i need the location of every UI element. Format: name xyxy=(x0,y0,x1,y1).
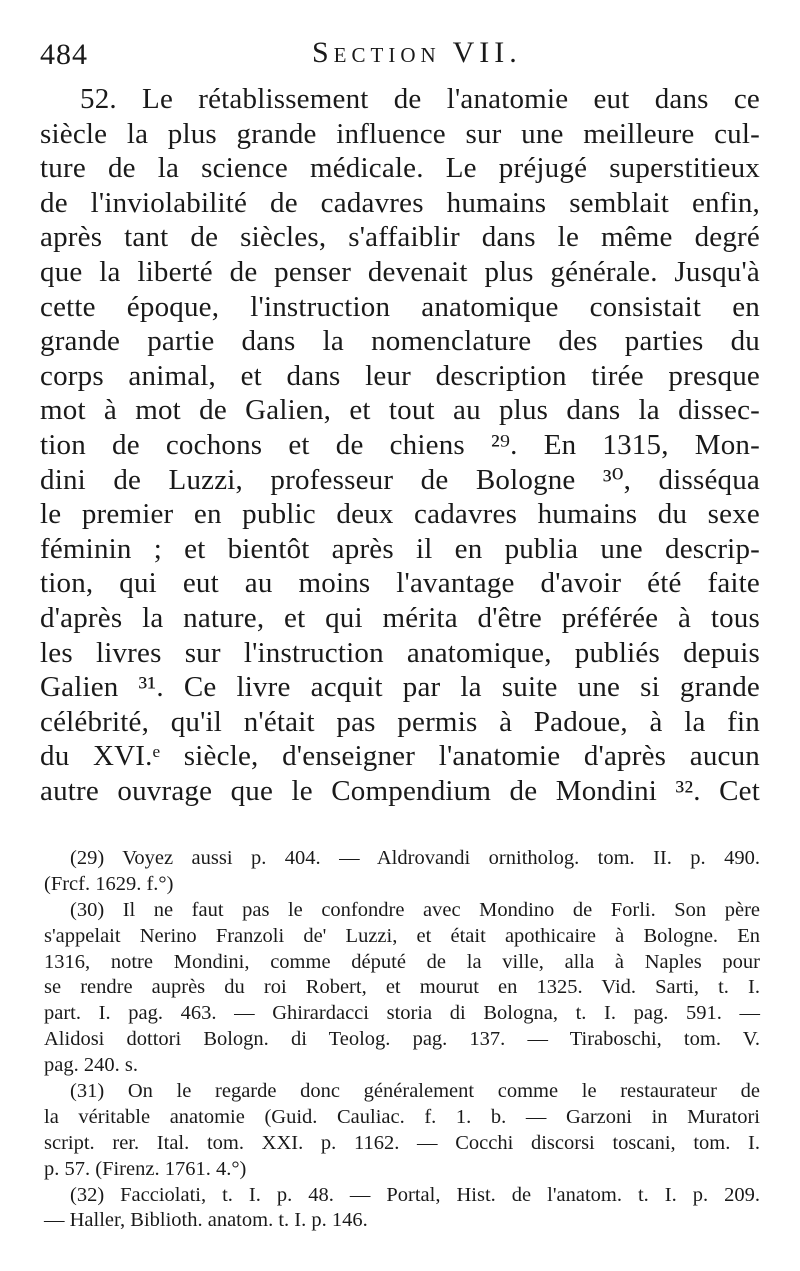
footnote-line: (Frcf. 1629. f.°) xyxy=(44,872,174,895)
text-line: 52. Le rétablissement de l'anatomie eut dans ce xyxy=(80,83,760,115)
text-line: mot à mot de Galien, et tout au plus dans la dissec- xyxy=(40,394,760,427)
text-line: de l'inviolabilité de cadavres humains semblait enfin, xyxy=(40,186,760,219)
text-line: grande partie dans la nomenclature des parties du xyxy=(40,325,760,358)
page-number: 484 xyxy=(40,38,88,71)
text-line: le premier en public deux cadavres humains du sexe xyxy=(40,498,760,531)
footnotes xyxy=(44,846,764,1234)
text-line: les livres sur l'instruction anatomique, publiés depuis xyxy=(40,636,760,669)
footnote-line: part. I. pag. 463. — Ghirardacci storia di Bologna, t. I. pag. 591. — xyxy=(44,1002,760,1025)
footnote-line: la véritable anatomie (Guid. Cauliac. f. 1. b. — Garzoni in Muratori xyxy=(44,1105,760,1128)
footnote-line: (31) On le regarde donc généralement comme le restaurateur de xyxy=(70,1080,760,1103)
footnote-line: Alidosi dottori Bologn. di Teolog. pag. 137. — Tiraboschi, tom. V. xyxy=(44,1028,760,1051)
text-line: corps animal, et dans leur description tirée presque xyxy=(40,359,760,392)
text-line: célébrité, qu'il n'était pas permis à Padoue, à la fin xyxy=(40,705,760,738)
main-text xyxy=(40,82,760,808)
footnote-line: — Haller, Biblioth. anatom. t. I. p. 146. xyxy=(44,1209,368,1232)
text-line: tion, qui eut au moins l'avantage d'avoir été faite xyxy=(40,567,760,600)
running-head: Section VII. xyxy=(312,36,522,69)
footnote-line: script. rer. Ital. tom. XXI. p. 1162. — Cocchi discorsi toscani, tom. I. xyxy=(44,1131,760,1154)
text-line: d'après la nature, et qui mérita d'être préférée à tous xyxy=(40,601,760,634)
footnote-line: (32) Facciolati, t. I. p. 48. — Portal, Hist. de l'anatom. t. I. p. 209. xyxy=(70,1183,760,1206)
text-line: autre ouvrage que le Compendium de Mondini ³². Cet xyxy=(40,774,760,807)
text-line: après tant de siècles, s'affaiblir dans le même degré xyxy=(40,221,760,254)
footnote-line: 1316, notre Mondini, comme député de la ville, alla à Naples pour xyxy=(44,950,760,973)
text-line: tion de cochons et de chiens ²⁹. En 1315, Mon- xyxy=(40,428,760,461)
text-line: féminin ; et bientôt après il en publia une descrip- xyxy=(40,532,760,565)
footnote-line: se rendre auprès du roi Robert, et mourut en 1325. Vid. Sarti, t. I. xyxy=(44,976,760,999)
footnote-line: (30) Il ne faut pas le confondre avec Mondino de Forli. Son père xyxy=(70,898,760,921)
footnote-line: s'appelait Nerino Franzoli de' Luzzi, et était apothicaire à Bologne. En xyxy=(44,924,760,947)
text-line: siècle la plus grande influence sur une meilleure cul- xyxy=(40,117,760,150)
page-header xyxy=(40,28,760,78)
text-line: que la liberté de penser devenait plus générale. Jusqu'à xyxy=(40,255,760,288)
footnote-line: (29) Voyez aussi p. 404. — Aldrovandi ornitholog. tom. II. p. 490. xyxy=(70,847,760,869)
text-line: du XVI.ᵉ siècle, d'enseigner l'anatomie d'après aucun xyxy=(40,740,760,773)
text-line: ture de la science médicale. Le préjugé superstitieux xyxy=(40,152,760,185)
text-line: Galien ³¹. Ce livre acquit par la suite une si grande xyxy=(40,671,760,704)
text-line: cette époque, l'instruction anatomique consistait en xyxy=(40,290,760,323)
footnote-line: p. 57. (Firenz. 1761. 4.°) xyxy=(44,1157,247,1180)
text-line: dini de Luzzi, professeur de Bologne ³⁰, disséqua xyxy=(40,463,760,496)
footnote-line: pag. 240. s. xyxy=(44,1054,138,1077)
